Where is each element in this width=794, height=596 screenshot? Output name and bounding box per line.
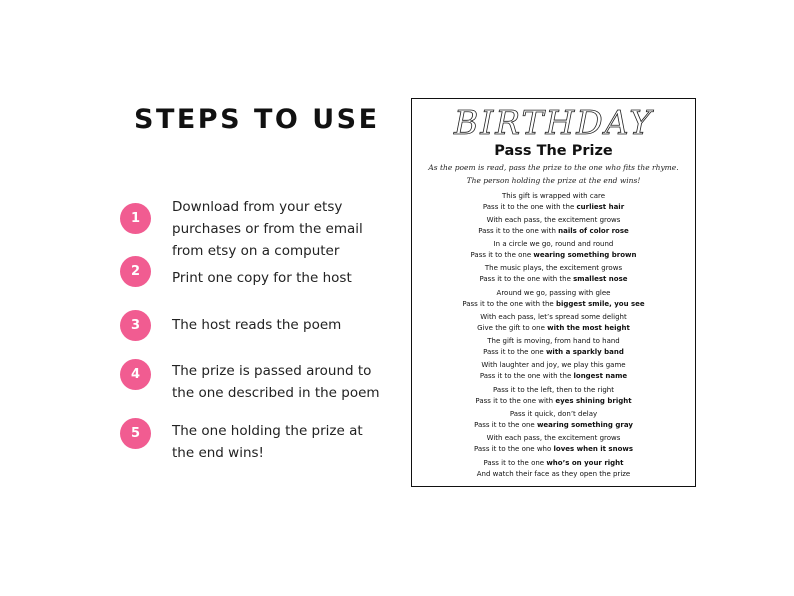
poem-verse: This gift is wrapped with care Pass it to the one with the curliest hair [482,192,625,211]
poem-verse: In a circle we go, round and round Pass it to the one wearing something brown [470,240,637,259]
poem-verse: Around we go, passing with glee Pass it to the one with the biggest smile, you see [462,289,645,308]
intro-line-1: As the poem is read, pass the prize to the one who fits the rhyme. [428,163,679,172]
poem-verse: With each pass, let’s spread some delight Give the gift to one with the most height [477,313,630,332]
step-number-badge: 2 [120,256,151,287]
page-heading: STEPS TO USE [134,104,380,135]
poem-verse: With each pass, the excitement grows Pass it to the one who loves when it snows [473,434,634,453]
poem-verse: The gift is moving, from hand to hand Pass it to the one with a sparkly band [483,337,624,356]
poem-verse: The music plays, the excitement grows Pass it to the one with the smallest nose [479,264,628,283]
printable-poem-card [411,98,696,487]
step-number-badge: 1 [120,203,151,234]
step-text: Print one copy for the host [172,270,352,286]
script-title: BIRTHDAY [453,103,654,142]
step-text: The prize is passed around to the one described in the poem [172,363,380,401]
step-text: The host reads the poem [172,317,342,333]
poem-verse: Pass it quick, don’t delay Pass it to the one wearing something gray [474,410,633,429]
poem-verse: Pass it to the one who’s on your right And watch their face as they open the prize [476,459,631,478]
step-text: Download from your etsy purchases or from the email from etsy on a computer [172,199,363,259]
step-number-badge: 4 [120,359,151,390]
poem-verse: With each pass, the excitement grows Pass it to the one with nails of color rose [478,216,629,235]
poem-title: Pass The Prize [494,143,613,159]
step-number-badge: 3 [120,310,151,341]
intro-line-2: The person holding the prize at the end wins! [466,176,641,185]
poem-verse: With laughter and joy, we play this game Pass it to the one with the longest name [479,361,628,380]
step-number-badge: 5 [120,418,151,449]
poem-verse: Pass it to the left, then to the right Pass it to the one with eyes shining bright [475,386,632,405]
step-text: The one holding the prize at the end wins! [172,423,363,461]
